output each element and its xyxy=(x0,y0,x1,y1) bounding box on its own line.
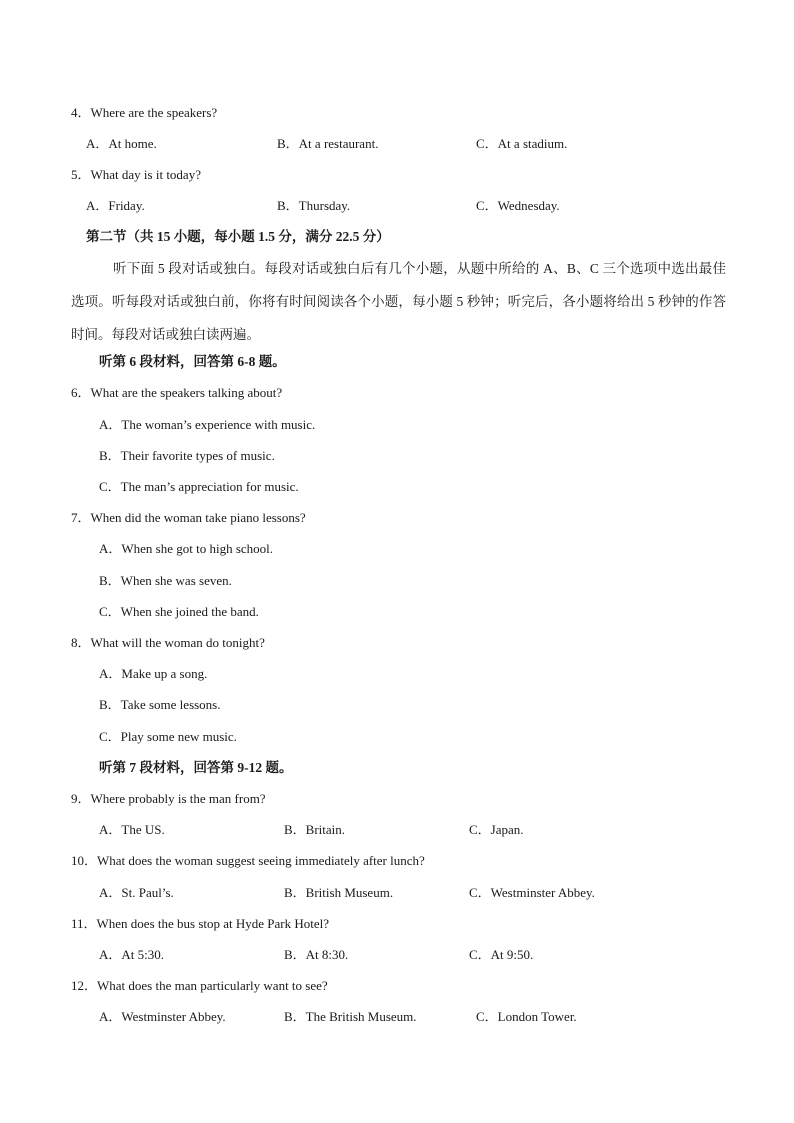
question-10-option-a[interactable]: A．St. Paul’s. xyxy=(99,885,174,900)
question-9-option-b[interactable]: B．Britain. xyxy=(284,822,346,837)
question-4-option-b[interactable]: B．At a restaurant. xyxy=(277,136,379,151)
question-6-option-b[interactable]: B．Their favorite types of music. xyxy=(99,448,275,463)
question-6-option-c[interactable]: C．The man’s appreciation for music. xyxy=(99,479,299,494)
question-7-option-b[interactable]: B．When she was seven. xyxy=(99,573,232,588)
question-12-option-a[interactable]: A．Westminster Abbey. xyxy=(99,1009,226,1024)
question-4-option-c[interactable]: C．At a stadium. xyxy=(476,136,568,151)
question-10-option-c[interactable]: C．Westminster Abbey. xyxy=(469,885,595,900)
question-9-stem: 9．Where probably is the man from? xyxy=(71,791,266,806)
question-8-option-c[interactable]: C．Play some new music. xyxy=(99,729,237,744)
material-7-heading: 听第 7 段材料，回答第 9-12 题。 xyxy=(99,760,293,775)
question-12-stem: 12．What does the man particularly want to see? xyxy=(71,978,328,993)
question-7-stem: 7．When did the woman take piano lessons? xyxy=(71,510,306,525)
question-9-option-a[interactable]: A．The US. xyxy=(99,822,165,837)
question-4-option-a[interactable]: A．At home. xyxy=(86,136,157,151)
section-2-instructions: 听下面 5 段对话或独白。每段对话或独白后有几个小题，从题中所给的 A、B、C 三个选项中选出最佳选项。听每段对话或独白前，你将有时间阅读各个小题，每小题 5 秒钟；听完后，各小题将给出 5 秒钟的作答时间。每段对话或独白读两遍。 xyxy=(71,261,726,342)
question-10-stem: 10．What does the woman suggest seeing immediately after lunch? xyxy=(71,853,425,868)
question-6-option-a[interactable]: A．The woman’s experience with music. xyxy=(99,417,316,432)
question-5-option-a[interactable]: A．Friday. xyxy=(86,198,145,213)
question-6-stem: 6．What are the speakers talking about? xyxy=(71,385,283,400)
question-12-option-b[interactable]: B．The British Museum. xyxy=(284,1009,417,1024)
material-6-heading: 听第 6 段材料，回答第 6-8 题。 xyxy=(99,354,286,369)
question-8-option-a[interactable]: A．Make up a song. xyxy=(99,666,208,681)
question-5-stem: 5．What day is it today? xyxy=(71,167,201,182)
question-5-option-b[interactable]: B．Thursday. xyxy=(277,198,351,213)
question-11-stem: 11．When does the bus stop at Hyde Park Hotel? xyxy=(71,916,330,931)
question-9-option-c[interactable]: C．Japan. xyxy=(469,822,524,837)
question-11-option-c[interactable]: C．At 9:50. xyxy=(469,947,534,962)
question-4-stem: 4．Where are the speakers? xyxy=(71,105,218,120)
question-7-option-a[interactable]: A．When she got to high school. xyxy=(99,541,274,556)
question-7-option-c[interactable]: C．When she joined the band. xyxy=(99,604,259,619)
question-12-option-c[interactable]: C．London Tower. xyxy=(476,1009,577,1024)
question-11-option-b[interactable]: B．At 8:30. xyxy=(284,947,349,962)
question-5-option-c[interactable]: C．Wednesday. xyxy=(476,198,560,213)
section-2-heading: 第二节（共 15 小题，每小题 1.5 分，满分 22.5 分） xyxy=(86,229,390,244)
question-10-option-b[interactable]: B．British Museum. xyxy=(284,885,394,900)
question-11-option-a[interactable]: A．At 5:30. xyxy=(99,947,165,962)
question-8-stem: 8．What will the woman do tonight? xyxy=(71,635,265,650)
question-8-option-b[interactable]: B．Take some lessons. xyxy=(99,697,221,712)
